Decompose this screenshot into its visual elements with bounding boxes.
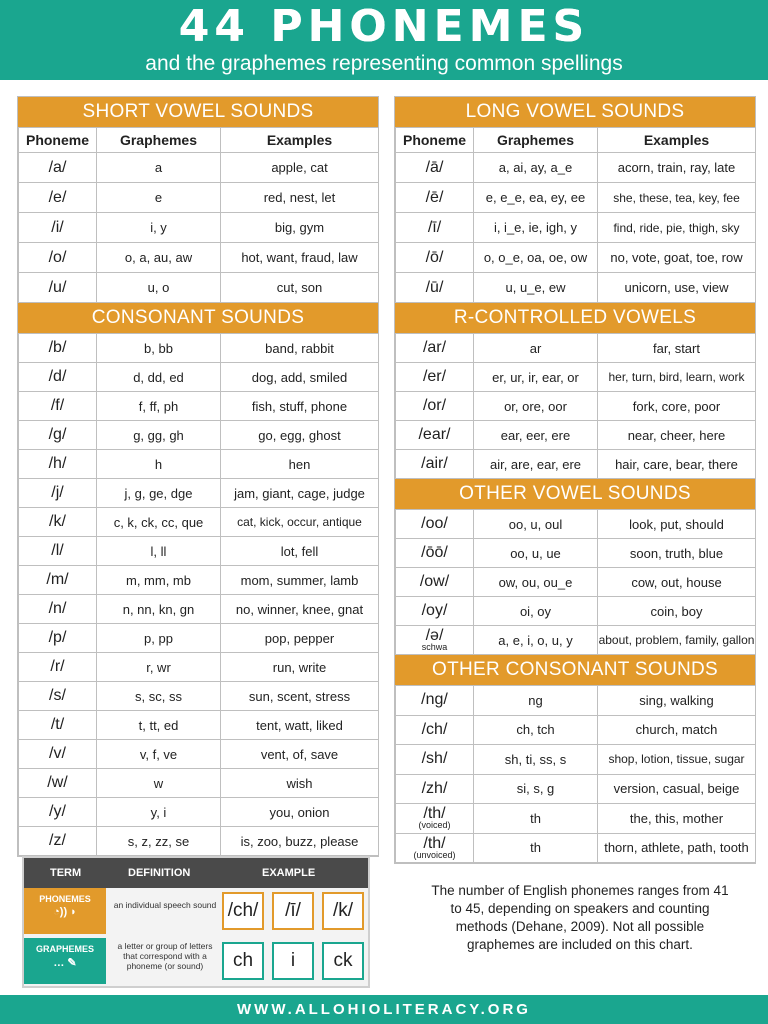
phoneme-example-box: /ī/ [272,892,314,930]
example-cell: thorn, athlete, path, tooth [598,833,756,863]
phoneme-cell [19,595,97,624]
grapheme-cell: oi, oy [474,597,598,626]
example-cell: sing, walking [598,686,756,716]
phoneme-text: /k/ [49,513,66,530]
section-title-consonants: CONSONANT SOUNDS [18,303,378,333]
grapheme-cell: b, bb [97,334,221,363]
example-cell: soon, truth, blue [598,539,756,568]
example-cell: band, rabbit [221,334,379,363]
phoneme-cell [19,183,97,213]
table-row [396,539,756,568]
grapheme-cell: i, y [97,213,221,243]
table-row [396,774,756,804]
grapheme-cell: ow, ou, ou_e [474,568,598,597]
phoneme-cell [396,597,474,626]
phoneme-text: /f/ [50,397,65,414]
example-cell: red, nest, let [221,183,379,213]
phoneme-cell [19,421,97,450]
phoneme-text: /y/ [49,803,66,820]
col-header-examples: Examples [598,128,756,153]
example-cell: find, ride, pie, thigh, sky [598,213,756,243]
phoneme-cell [19,653,97,682]
legend-row-graphemes [24,938,368,984]
table-row [19,624,379,653]
phoneme-cell [396,774,474,804]
phoneme-cell [19,798,97,827]
table-row [396,273,756,303]
grapheme-cell: m, mm, mb [97,566,221,595]
phonemes-term [24,888,106,934]
phoneme-text: /er/ [422,368,447,385]
phoneme-cell [396,213,474,243]
phoneme-cell [396,392,474,421]
legend-box [22,856,370,988]
phoneme-cell [19,450,97,479]
legend-example-header: EXAMPLE [262,867,316,879]
table-row [19,595,379,624]
phoneme-cell [19,537,97,566]
table-row [19,213,379,243]
table-row [396,510,756,539]
grapheme-cell: ng [474,686,598,716]
phoneme-note: (unvoiced) [413,849,456,860]
example-cell: wish [221,769,379,798]
example-cell: shop, lotion, tissue, sugar [598,745,756,775]
phoneme-text: /zh/ [421,779,448,797]
phoneme-text: /ī/ [427,218,442,236]
section-title-r_controlled: R-CONTROLLED VOWELS [395,303,755,333]
phoneme-cell [19,273,97,303]
table-row [396,213,756,243]
phoneme-text: /r/ [50,658,65,675]
example-cell: run, write [221,653,379,682]
table-short_vowels [18,127,379,303]
phoneme-cell [19,213,97,243]
phoneme-cell [396,334,474,363]
phoneme-cell [396,626,474,655]
table-row [396,568,756,597]
table-row [19,682,379,711]
legend-header [24,858,368,888]
phoneme-text: /ē/ [425,188,444,206]
header-row [19,128,379,153]
example-cell: she, these, tea, key, fee [598,183,756,213]
example-cell: unicorn, use, view [598,273,756,303]
phoneme-text: /a/ [48,158,67,176]
grapheme-cell: a, e, i, o, u, y [474,626,598,655]
table-row [396,392,756,421]
phoneme-cell [396,153,474,183]
example-cell: near, cheer, here [598,421,756,450]
phoneme-example-box: /ch/ [222,892,264,930]
phoneme-text: /or/ [422,397,447,414]
example-cell: go, egg, ghost [221,421,379,450]
phoneme-cell [19,363,97,392]
example-cell: about, problem, family, gallon [598,626,756,655]
page-subtitle: and the graphemes representing common spellings [145,52,623,75]
grapheme-cell: a, ai, ay, a_e [474,153,598,183]
table-row [19,334,379,363]
table-row [19,537,379,566]
section-title-other_consonants: OTHER CONSONANT SOUNDS [395,655,755,685]
grapheme-cell: h [97,450,221,479]
grapheme-cell: a [97,153,221,183]
table-row [396,626,756,655]
phoneme-text: /ā/ [425,158,444,176]
example-cell: cow, out, house [598,568,756,597]
phoneme-text: /oy/ [421,602,448,619]
grapheme-cell: t, tt, ed [97,711,221,740]
table-other_consonants [395,685,756,863]
col-header-graphemes: Graphemes [97,128,221,153]
footer-url: WWW.ALLOHIOLITERACY.ORG [0,995,768,1024]
phoneme-cell [396,686,474,716]
phoneme-text: /ar/ [422,339,447,356]
speech-ear-icon: ◔)) ◗ [53,906,77,918]
phoneme-cell [19,334,97,363]
phoneme-text: /v/ [49,745,66,762]
table-row [19,827,379,856]
grapheme-example-box: i [272,942,314,980]
table-row [19,653,379,682]
phoneme-text: /ō/ [425,248,444,266]
phoneme-cell [19,682,97,711]
table-long_vowels [395,127,756,303]
grapheme-cell: oo, u, oul [474,510,598,539]
table-consonants [18,333,379,856]
grapheme-cell: j, g, ge, dge [97,479,221,508]
example-cell: jam, giant, cage, judge [221,479,379,508]
pencil-icon: … ✎ [53,957,77,969]
grapheme-cell: si, s, g [474,774,598,804]
phoneme-cell [19,479,97,508]
phoneme-cell [19,711,97,740]
legend-definition-header: DEFINITION [128,867,191,879]
example-cell: fish, stuff, phone [221,392,379,421]
example-cell: vent, of, save [221,740,379,769]
phoneme-text: /th/ [423,834,446,852]
phoneme-cell [396,363,474,392]
grapheme-example-box: ck [322,942,364,980]
phoneme-cell [19,508,97,537]
phoneme-text: /b/ [48,339,67,356]
example-cell: the, this, mother [598,804,756,834]
grapheme-cell: sh, ti, ss, s [474,745,598,775]
example-cell: her, turn, bird, learn, work [598,363,756,392]
grapheme-cell: c, k, ck, cc, que [97,508,221,537]
table-row [396,833,756,863]
phoneme-text: /oo/ [421,515,448,532]
phoneme-note: schwa [421,642,448,652]
example-cell: sun, scent, stress [221,682,379,711]
example-cell: hair, care, bear, there [598,450,756,479]
phoneme-text: /sh/ [421,750,448,768]
phoneme-text: /m/ [46,571,69,588]
phoneme-text: /i/ [51,218,64,236]
grapheme-cell: w [97,769,221,798]
col-header-graphemes: Graphemes [474,128,598,153]
phoneme-cell [396,539,474,568]
example-cell: cut, son [221,273,379,303]
phoneme-text: /h/ [48,455,67,472]
example-cell: mom, summer, lamb [221,566,379,595]
grapheme-cell: e [97,183,221,213]
phoneme-text: /z/ [49,832,66,849]
graphemes-definition: a letter or group of letters that correspond with a phoneme (or sound) [117,941,213,971]
phoneme-cell [396,421,474,450]
grapheme-cell: oo, u, ue [474,539,598,568]
table-row [396,450,756,479]
table-row [19,450,379,479]
example-cell: coin, boy [598,597,756,626]
phoneme-cell [396,510,474,539]
table-row [19,769,379,798]
example-cell: apple, cat [221,153,379,183]
grapheme-cell: u, o [97,273,221,303]
example-cell: hen [221,450,379,479]
phoneme-cell [19,740,97,769]
phoneme-cell [19,153,97,183]
example-cell: tent, watt, liked [221,711,379,740]
page-title: 44 PHONEMES [178,1,590,52]
phoneme-text: /th/ [423,805,446,823]
phoneme-cell [396,745,474,775]
example-cell: hot, want, fraud, law [221,243,379,273]
grapheme-cell: u, u_e, ew [474,273,598,303]
table-row [396,745,756,775]
phoneme-text: /s/ [49,687,66,704]
grapheme-cell: o, o_e, oa, oe, ow [474,243,598,273]
grapheme-cell: f, ff, ph [97,392,221,421]
table-row [396,153,756,183]
grapheme-cell: r, wr [97,653,221,682]
table-row [19,183,379,213]
phoneme-cell [396,450,474,479]
section-title-long_vowels: LONG VOWEL SOUNDS [395,97,755,127]
grapheme-cell: i, i_e, ie, igh, y [474,213,598,243]
example-cell: cat, kick, occur, antique [221,508,379,537]
phoneme-cell [396,804,474,834]
table-row [396,363,756,392]
phoneme-text: /d/ [48,368,67,385]
graphemes-label: GRAPHEMES [35,944,94,954]
example-cell: no, winner, knee, gnat [221,595,379,624]
phoneme-note: (voiced) [418,820,451,831]
example-cell: no, vote, goat, toe, row [598,243,756,273]
phoneme-cell [19,392,97,421]
table-row [19,711,379,740]
phoneme-cell [396,183,474,213]
grapheme-cell: v, f, ve [97,740,221,769]
phonemes-label: PHONEMES [39,894,91,904]
table-other_vowels [395,509,756,655]
left-panel [17,96,379,857]
example-cell: is, zoo, buzz, please [221,827,379,856]
grapheme-cell: air, are, ear, ere [474,450,598,479]
grapheme-cell: e, e_e, ea, ey, ee [474,183,598,213]
col-header-phoneme: Phoneme [19,128,97,153]
phoneme-text: /e/ [48,188,67,206]
phoneme-text: /ōō/ [421,544,448,561]
phoneme-text: /g/ [48,426,67,443]
phoneme-cell [396,243,474,273]
example-cell: fork, core, poor [598,392,756,421]
example-cell: look, put, should [598,510,756,539]
grapheme-cell: y, i [97,798,221,827]
example-cell: church, match [598,715,756,745]
table-r_controlled [395,333,756,479]
grapheme-cell: p, pp [97,624,221,653]
phoneme-text: /p/ [48,629,67,646]
grapheme-cell: th [474,833,598,863]
example-cell: pop, pepper [221,624,379,653]
grapheme-cell: g, gg, gh [97,421,221,450]
section-title-other_vowels: OTHER VOWEL SOUNDS [395,479,755,509]
phoneme-text: /w/ [47,774,68,791]
table-row [19,243,379,273]
grapheme-cell: ch, tch [474,715,598,745]
section-title-short_vowels: SHORT VOWEL SOUNDS [18,97,378,127]
phoneme-text: /l/ [51,542,64,559]
phoneme-cell [19,827,97,856]
header [0,0,768,80]
header-row [396,128,756,153]
phonemes-definition: an individual speech sound [113,900,217,910]
table-row [396,804,756,834]
example-cell: version, casual, beige [598,774,756,804]
grapheme-cell: er, ur, ir, ear, or [474,363,598,392]
example-cell: dog, add, smiled [221,363,379,392]
phoneme-text: /ear/ [418,426,451,443]
phoneme-text: /j/ [51,484,64,501]
table-row [19,363,379,392]
table-row [19,798,379,827]
example-cell: big, gym [221,213,379,243]
phoneme-text: /u/ [48,278,67,296]
table-row [19,153,379,183]
example-cell: far, start [598,334,756,363]
grapheme-cell: n, nn, kn, gn [97,595,221,624]
phoneme-text: /air/ [421,455,448,472]
phoneme-text: /ə/ [425,627,444,644]
phoneme-cell [396,833,474,863]
phoneme-text: /n/ [48,600,67,617]
table-row [396,183,756,213]
phoneme-cell [396,568,474,597]
phoneme-text: /ch/ [421,720,448,738]
grapheme-cell: or, ore, oor [474,392,598,421]
table-row [19,566,379,595]
grapheme-cell: s, z, zz, se [97,827,221,856]
grapheme-cell: l, ll [97,537,221,566]
table-row [19,421,379,450]
table-row [19,273,379,303]
graphemes-term [24,938,106,984]
grapheme-cell: s, sc, ss [97,682,221,711]
phoneme-cell [19,566,97,595]
grapheme-cell: th [474,804,598,834]
phoneme-example-box: /k/ [322,892,364,930]
legend-row-phonemes [24,888,368,934]
footnote: The number of English phonemes ranges from 41 to 45, depending on speakers and counting methods (Dehane, 2009). Not all possible graphemes are included on this chart. [431,883,729,952]
table-row [19,392,379,421]
grapheme-cell: ear, eer, ere [474,421,598,450]
phoneme-cell [396,273,474,303]
legend-term-header: TERM [50,867,82,879]
phoneme-text: /ng/ [421,691,448,709]
example-cell: you, onion [221,798,379,827]
table-row [396,334,756,363]
table-row [19,740,379,769]
table-row [396,715,756,745]
grapheme-cell: d, dd, ed [97,363,221,392]
col-header-examples: Examples [221,128,379,153]
table-row [396,243,756,273]
grapheme-cell: o, a, au, aw [97,243,221,273]
table-row [396,686,756,716]
grapheme-example-box: ch [222,942,264,980]
example-cell: acorn, train, ray, late [598,153,756,183]
phoneme-text: /ū/ [425,278,444,296]
phoneme-text: /o/ [48,248,67,266]
right-panel [394,96,756,864]
col-header-phoneme: Phoneme [396,128,474,153]
phoneme-cell [396,715,474,745]
table-row [19,479,379,508]
table-row [396,421,756,450]
phoneme-text: /t/ [50,716,65,733]
phoneme-cell [19,243,97,273]
table-row [396,597,756,626]
phoneme-text: /ow/ [419,573,450,590]
example-cell: lot, fell [221,537,379,566]
phoneme-cell [19,624,97,653]
phoneme-cell [19,769,97,798]
table-row [19,508,379,537]
grapheme-cell: ar [474,334,598,363]
